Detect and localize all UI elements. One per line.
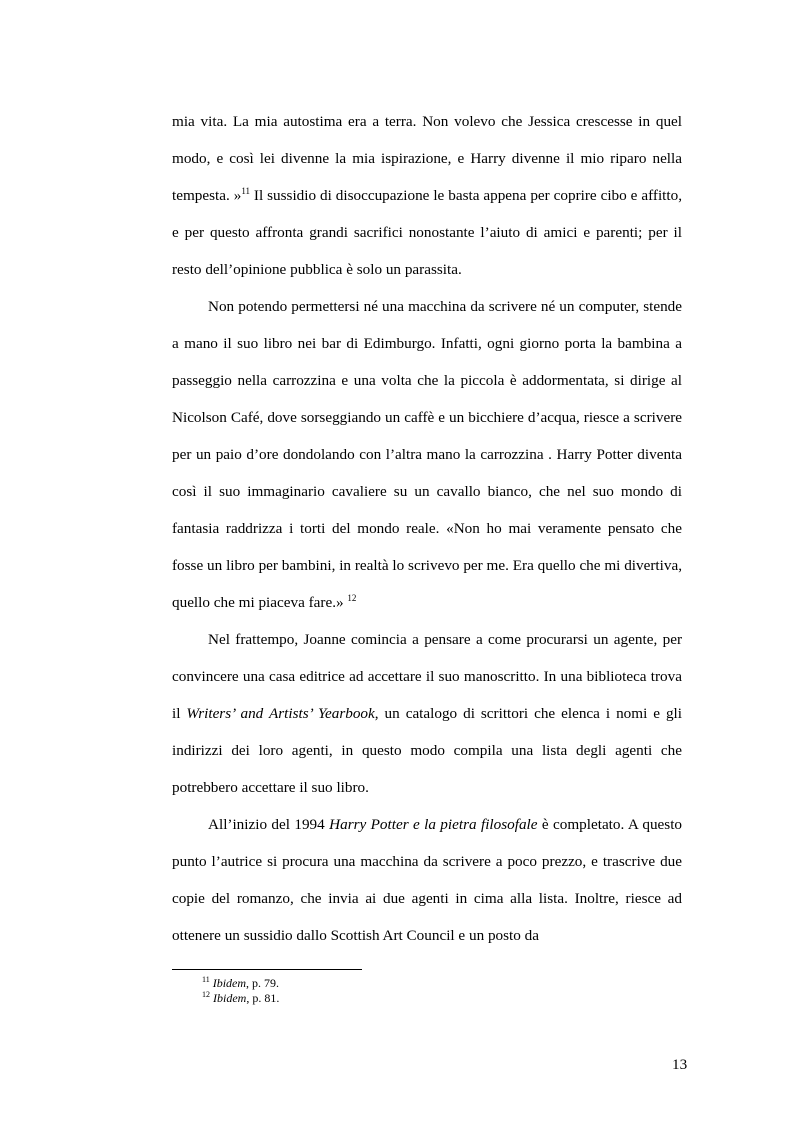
footnotes bbox=[202, 976, 279, 1006]
footnote-12 bbox=[202, 991, 279, 1006]
footnote-page: , p. 81. bbox=[246, 991, 280, 1005]
paragraph-2 bbox=[172, 288, 682, 621]
footnote-page: , p. 79. bbox=[246, 976, 280, 990]
footnote-number: 12 bbox=[202, 990, 210, 999]
book-title-italic: Writers’ and Artists’ Yearbook bbox=[186, 705, 375, 722]
book-title-italic: Harry Potter e la pietra filosofale bbox=[329, 816, 538, 833]
paragraph-1 bbox=[172, 103, 682, 288]
footnote-ref-12: 12 bbox=[347, 593, 357, 603]
text-run: è completato. A questo punto l’autrice si procura una macchina da scrivere a poco prezzo, e trascrive due copie del romanzo, che invia ai due agenti in cima alla lista. Inoltre, riesce ad ottenere un sussidio dallo Scottish Art Council e un posto da bbox=[172, 816, 683, 944]
text-run: mia vita. La mia autostima era a terra. Non volevo che Jessica crescesse in quel modo, e così lei divenne la mia ispirazione, e Harry divenne il mio riparo nella tempesta. » bbox=[172, 113, 682, 204]
paragraph-4 bbox=[172, 806, 682, 954]
footnote-11 bbox=[202, 976, 279, 991]
footnote-source: Ibidem bbox=[213, 991, 247, 1005]
text-run: Non potendo permettersi né una macchina da scrivere né un computer, stende a mano il suo libro nei bar di Edimburgo. Infatti, ogni giorno porta la bambina a passeggio nella carrozzina e una volta che la piccola è addormentata, si dirige al Nicolson Café, dove sorseggiando un caffè e un bicchiere d’acqua, riesce a scrivere per un paio d’ore dondolando con l’altra mano la carrozzina . Harry Potter diventa così il suo immaginario cavaliere su un cavallo bianco, che nel suo mondo di fantasia raddrizza i torti del mondo reale. «Non ho mai veramente pensato che fosse un libro per bambini, in realtà lo scrivevo per me. Era quello che mi divertiva, quello che mi piaceva fare.» bbox=[172, 298, 682, 611]
body-text bbox=[172, 103, 682, 954]
text-run: , un catalogo di scrittori che elenca i nomi e gli indirizzi dei loro agenti, in questo modo compila una lista degli agenti che potrebbero accettare il suo libro. bbox=[172, 705, 682, 796]
footnote-source: Ibidem bbox=[212, 976, 247, 990]
text-run: All’inizio del 1994 bbox=[208, 816, 330, 833]
paragraph-3 bbox=[172, 621, 682, 806]
text-run: Nel frattempo, Joanne comincia a pensare a come procurarsi un agente, per convincere una casa editrice ad accettare il suo manoscritto. In una biblioteca trova il bbox=[172, 631, 682, 722]
text-run: Il sussidio di disoccupazione le basta appena per coprire cibo e affitto, e per questo affronta grandi sacrifici nonostante l’aiuto di amici e parenti; per il resto dell’opinione pubblica è solo un parassita. bbox=[172, 187, 682, 278]
page-number: 13 bbox=[672, 1056, 688, 1073]
footnote-ref-11: 11 bbox=[241, 186, 250, 196]
footnote-separator bbox=[172, 969, 362, 970]
footnote-number: 11 bbox=[202, 975, 210, 984]
